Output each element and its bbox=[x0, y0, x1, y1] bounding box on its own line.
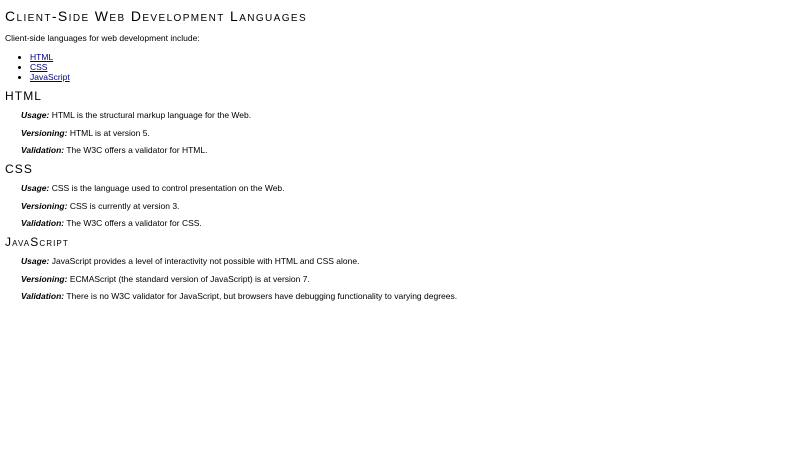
javascript-heading: JavaScript bbox=[5, 235, 69, 249]
list-item bbox=[30, 62, 795, 72]
html-versioning bbox=[21, 127, 795, 139]
versioning-text: ECMAScript (the standard version of JavaScript) is at version 7. bbox=[69, 273, 310, 284]
usage-text: HTML is the structural markup language for the Web. bbox=[51, 110, 252, 120]
css-validation bbox=[21, 217, 795, 229]
javascript-section bbox=[5, 234, 795, 302]
usage-term: Usage: bbox=[21, 110, 50, 120]
html-heading: HTML bbox=[5, 89, 43, 103]
page-title: Client-Side Web Development Languages bbox=[5, 8, 308, 24]
html-section bbox=[5, 88, 795, 156]
javascript-versioning bbox=[21, 273, 795, 285]
list-item bbox=[30, 72, 795, 82]
language-link-list bbox=[5, 52, 795, 82]
versioning-term: Versioning: bbox=[21, 127, 68, 138]
usage-text: CSS is the language used to control presentation on the Web. bbox=[51, 183, 285, 193]
css-section bbox=[5, 161, 795, 229]
versioning-term: Versioning: bbox=[21, 273, 68, 284]
versioning-text: CSS is currently at version 3. bbox=[69, 200, 180, 211]
validation-term: Validation: bbox=[21, 291, 65, 301]
javascript-validation bbox=[21, 290, 795, 302]
list-item bbox=[30, 52, 795, 62]
css-usage bbox=[21, 182, 795, 194]
validation-text: The W3C offers a validator for CSS. bbox=[66, 218, 202, 228]
validation-text: There is no W3C validator for JavaScript, but browsers have debugging functionality to varying degrees. bbox=[66, 291, 458, 301]
css-link[interactable]: CSS bbox=[30, 62, 48, 72]
javascript-link[interactable]: JavaScript bbox=[30, 72, 70, 82]
usage-term: Usage: bbox=[21, 183, 50, 193]
validation-term: Validation: bbox=[21, 218, 65, 228]
html-link[interactable]: HTML bbox=[30, 52, 54, 62]
css-versioning bbox=[21, 200, 795, 212]
versioning-term: Versioning: bbox=[21, 200, 68, 211]
versioning-text: HTML is at version 5. bbox=[69, 127, 150, 138]
validation-text: The W3C offers a validator for HTML. bbox=[66, 145, 208, 155]
validation-term: Validation: bbox=[21, 145, 65, 155]
intro-text: Client-side languages for web development include: bbox=[5, 33, 200, 43]
usage-term: Usage: bbox=[21, 256, 50, 266]
html-usage bbox=[21, 109, 795, 121]
html-validation bbox=[21, 144, 795, 156]
css-heading: CSS bbox=[5, 162, 33, 176]
javascript-usage bbox=[21, 255, 795, 267]
usage-text: JavaScript provides a level of interactivity not possible with HTML and CSS alone. bbox=[51, 256, 360, 266]
